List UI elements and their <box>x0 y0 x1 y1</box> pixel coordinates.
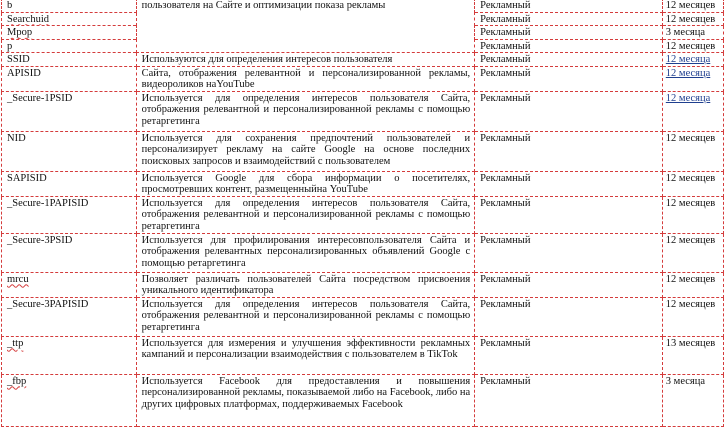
cookie-name: _Secure-1PAPISID <box>2 196 137 233</box>
table-row <box>2 233 724 272</box>
cookie-description: Сайта, отображения релевантной и персонализированной рекламы, видеороликов наYouTube <box>136 66 475 91</box>
cookie-name: Searchuid <box>2 12 137 26</box>
cookie-name: _fbp <box>2 374 137 426</box>
cookie-period: 12 месяцев <box>662 196 723 233</box>
cookie-type: Рекламный <box>475 12 663 26</box>
cookie-period: 12 месяцев <box>662 297 723 336</box>
cookie-period: 12 месяца <box>662 66 723 91</box>
cookie-name: _Secure-3PSID <box>2 233 137 272</box>
cookie-period: 12 месяцев <box>662 39 723 53</box>
table-row <box>2 374 724 426</box>
cookie-description: пользователя на Сайте и оптимизации показа рекламы <box>136 0 475 53</box>
cookie-description: Используется для определения интересов пользователя Сайта, отображения релевантной и персонализированной рекламы с помощью ретаргетинга <box>136 91 475 131</box>
table-row <box>2 171 724 196</box>
cookie-period: 12 месяцев <box>662 272 723 297</box>
cookie-description: Используются для определения интересов пользователя <box>136 53 475 67</box>
cookie-description: Используется Google для сбора информации о посетителях, просмотревших контент, размещенныйна YouTube <box>136 171 475 196</box>
cookie-period: 12 месяца <box>662 91 723 131</box>
cookie-name: _ttp <box>2 336 137 374</box>
cookie-name: NID <box>2 131 137 171</box>
table-row <box>2 272 724 297</box>
table-row <box>2 297 724 336</box>
cookie-description: Используется для измерения и улучшения эффективности рекламных кампаний и персонализации взаимодействия с пользователем в TikTok <box>136 336 475 374</box>
cookie-type: Рекламный <box>475 53 663 67</box>
cookie-description: Используется для профилирования интересовпользователя Сайта и отображения релевантных персонализированных объявлений Google с помощью ретаргетинга <box>136 233 475 272</box>
cookie-description: Используется для определения интересов пользователя Сайта, отображения релевантной и персонализированной рекламы с помощью ретаргетинга <box>136 297 475 336</box>
cookie-description: Используется для сохранения предпочтений пользователей и персонализирует рекламу на сайте Google на основе последних поисковых запросов и взаимодействий с пользователем <box>136 131 475 171</box>
cookie-type: Рекламный <box>475 66 663 91</box>
cookie-type: Рекламный <box>475 196 663 233</box>
cookie-type: Рекламный <box>475 91 663 131</box>
cookie-period: 12 месяцев <box>662 12 723 26</box>
cookie-name: p <box>2 39 137 53</box>
cookie-name: APISID <box>2 66 137 91</box>
cookie-table <box>1 0 724 427</box>
cookie-period: 12 месяца <box>662 53 723 67</box>
table-row <box>2 53 724 67</box>
cookie-period: 12 месяцев <box>662 131 723 171</box>
cookie-name: SSID <box>2 53 137 67</box>
cookie-name: SAPISID <box>2 171 137 196</box>
table-row <box>2 91 724 131</box>
cookie-description: Позволяет различать пользователей Сайта посредством присвоения уникального идентификатора <box>136 272 475 297</box>
cookie-name: _Secure-3PAPISID <box>2 297 137 336</box>
cookie-period: 13 месяцев <box>662 336 723 374</box>
cookie-type: Рекламный <box>475 171 663 196</box>
cookie-name: mrcu <box>2 272 137 297</box>
cookie-name: _Secure-1PSID <box>2 91 137 131</box>
cookie-description: Используется для определения интересов пользователя Сайта, отображения релевантной и персонализированной рекламы с помощью ретаргетинга <box>136 196 475 233</box>
cookie-type: Рекламный <box>475 233 663 272</box>
cookie-type: Рекламный <box>475 26 663 40</box>
cookie-period: 12 месяцев <box>662 0 723 12</box>
cookie-type: Рекламный <box>475 297 663 336</box>
cookie-period: 3 месяца <box>662 374 723 426</box>
cookie-period: 12 месяцев <box>662 233 723 272</box>
table-row <box>2 196 724 233</box>
table-row <box>2 131 724 171</box>
table-row <box>2 66 724 91</box>
cookie-type: Рекламный <box>475 39 663 53</box>
cookie-period: 12 месяцев <box>662 171 723 196</box>
cookie-type: Рекламный <box>475 374 663 426</box>
cookie-type: Рекламный <box>475 131 663 171</box>
table-row <box>2 0 724 12</box>
table-row <box>2 336 724 374</box>
cookie-type: Рекламный <box>475 0 663 12</box>
cookie-period: 3 месяца <box>662 26 723 40</box>
cookie-type: Рекламный <box>475 336 663 374</box>
cookie-description: Используется Facebook для предоставления и повышения персонализированной рекламы, показываемой либо на Facebook, либо на других цифровых платформах, поддерживаемых Facebook <box>136 374 475 426</box>
cookie-name: Mpop <box>2 26 137 40</box>
cookie-type: Рекламный <box>475 272 663 297</box>
cookie-name: b <box>2 0 137 12</box>
